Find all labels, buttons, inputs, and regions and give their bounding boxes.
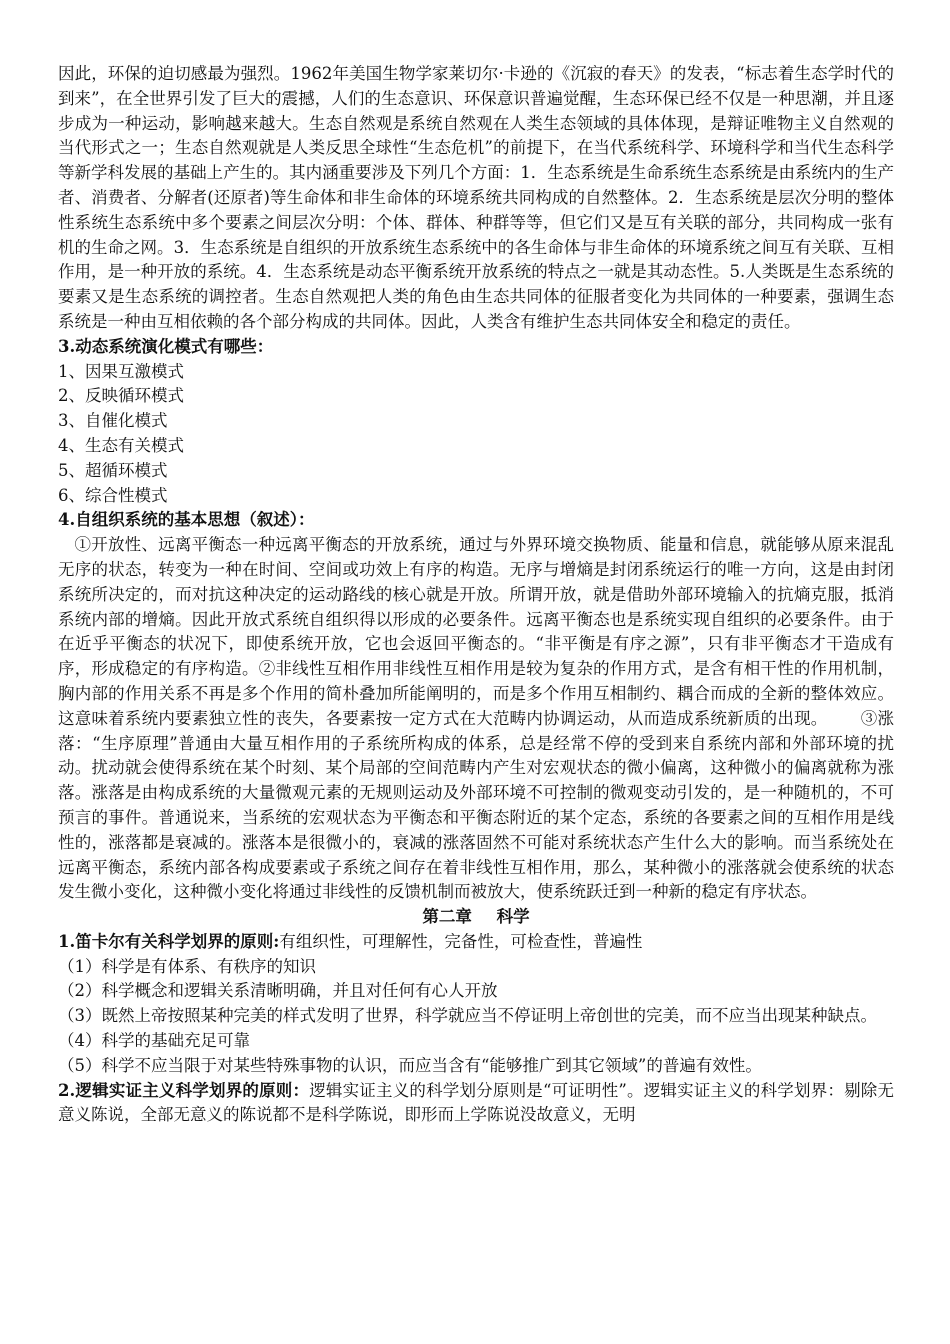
list-item: （1）科学是有体系、有秩序的知识	[58, 956, 316, 976]
list-item: 4、生态有关模式	[58, 435, 184, 455]
q4-body-part1: ①开放性、远离平衡态一种远离平衡态的开放系统，通过与外界环境交换物质、能量和信息，就能够从原来混乱无序的状态，转变为一种在时间、空间或功效上有序的构造。无序与增熵是封闭系统运行的唯一方向，这是由封闭系统所决定的，而对抗这种决定的运动路线的核心就是开放。所谓开放，就是借助外部环境输入的抗熵克服，抵消系统内部的增熵。因此开放式系统自组织得以形成的必要条件。远离平衡态也是系统实现自组织的必要条件。由于在近乎平衡态的状况下，即使系统开放，它也会返回平衡态的。“非平衡是有序之源”，只有非平衡态才干造成有序，形成稳定的有序构造。②非线性互相作用非线性互相作用是较为复杂的作用方式，是含有相干性的作用机制，胸内部的作用关系不再是多个作用的简朴叠加所能阐明的，而是多个作用互相制约、耦合而成的全新的整体效应。这意味着系统内要素独立性的丧失，各要素按一定方式在大范畴内协调运动，从而造成系统新质的出现。	[58, 535, 894, 728]
section-q3	[58, 335, 894, 509]
chapter-title: 科学	[496, 907, 530, 927]
q2-heading-line	[58, 1079, 894, 1129]
list-item: （2）科学概念和逻辑关系清晰明确，并且对任何有心人开放	[58, 981, 498, 1001]
section-q4	[58, 508, 894, 905]
list-item: （5）科学不应当限于对某些特殊事物的认识，而应当含有“能够推广到其它领域”的普遍有效性。	[58, 1055, 762, 1075]
list-item: 3、自催化模式	[58, 411, 168, 431]
list-item: （4）科学的基础充足可靠	[58, 1031, 250, 1051]
list-item: 6、综合性模式	[58, 485, 168, 505]
q4-body-part2: ③涨落：“生序原理”普通由大量互相作用的子系统所构成的体系，总是经常不停的受到来自系统内部和外部环境的扰动。扰动就会使得系统在某个时刻、某个局部的空间范畴内产生对宏观状态的微小偏离，这种微小的偏离就称为涨落。涨落是由构成系统的大量微观元素的无规则运动及外部环境不可控制的微观变动引发的，是一种随机的，不可预言的事件。普通说来，当系统的宏观状态为平衡态和平衡态附近的某个定态，系统的各要素之间的互相作用是线性的，涨落都是衰减的。涨落本是很微小的，衰减的涨落固然不可能对系统状态产生什么大的影响。而当系统处在远离平衡态，系统内部各构成要素或子系统之间存在着非线性互相作用，那么，某种微小的涨落就会使系统的状态发生微小变化，这种微小变化将通过非线性的反馈机制而被放大，使系统跃迁到一种新的稳定有序状态。	[58, 708, 895, 902]
intro-paragraph: 因此，环保的迫切感最为强烈。1962年美国生物学家莱切尔·卡逊的《沉寂的春天》的发表，“标志着生态学时代的到来”，在全世界引发了巨大的震撼，人们的生态意识、环保意识普遍觉醒，生态环保已经不仅是一种思潮，并且逐步成为一种运动，影响越来越大。生态自然观是系统自然观在人类生态领域的具体体现，是辩证唯物主义自然观的当代形式之一；生态自然观就是人类反思全球性“生态危机”的前提下，在当代系统科学、环境科学和当代生态科学等新学科发展的基础上产生的。其内涵重要涉及下列几个方面：1．生态系统是生命系统生态系统是由系统内的生产者、消费者、分解者(还原者)等生命体和非生命体的环境系统共同构成的自然整体。2．生态系统是层次分明的整体性系统生态系统中多个要素之间层次分明：个体、群体、种群等等，但它们又是互有关联的部分，共同构成一张有机的生命之网。3．生态系统是自组织的开放系统生态系统中的各生命体与非生命体的环境系统之间互有关联、互相作用，是一种开放的系统。4．生态系统是动态平衡系统开放系统的特点之一就是其动态性。5.人类既是生态系统的要素又是生态系统的调控者。生态自然观把人类的角色由生态共同体的征服者变化为共同体的一种要素，强调生态系统是一种由互相依赖的各个部分构成的共同体。因此，人类含有维护生态共同体安全和稳定的责任。	[58, 64, 894, 331]
list-item: 5、超循环模式	[58, 460, 168, 480]
list-item: （3）既然上帝按照某种完美的样式发明了世界，科学就应当不停证明上帝创世的完美，而不应当出现某种缺点。	[58, 1006, 877, 1026]
list-item: 1、因果互激模式	[58, 361, 184, 381]
chapter-heading	[58, 905, 894, 930]
q1-heading-line	[58, 930, 894, 955]
q4-body	[58, 533, 894, 905]
q2-heading: 2.逻辑实证主义科学划界的原则：	[58, 1080, 310, 1100]
q3-heading: 3.动态系统演化模式有哪些：	[58, 336, 274, 356]
list-item: 2、反映循环模式	[58, 386, 184, 406]
q2-heading-tail: 逻辑实证主义的科学划分原则是“可证明性”。逻辑实证主义的科学划界：剔除无意义陈说，全部无意义的陈说都不是科学陈说，即形而上学陈说没故意义，无明	[58, 1080, 894, 1125]
q1-heading-tail: 有组织性，可理解性，完备性，可检查性，普遍性	[279, 931, 643, 951]
section-q2	[58, 1079, 894, 1129]
q4-heading: 4.自组织系统的基本思想（叙述）：	[58, 510, 315, 530]
chapter-number: 第二章	[422, 907, 472, 927]
section-q1	[58, 930, 894, 1079]
q1-heading: 1.笛卡尔有关科学划界的原则:	[58, 931, 280, 951]
